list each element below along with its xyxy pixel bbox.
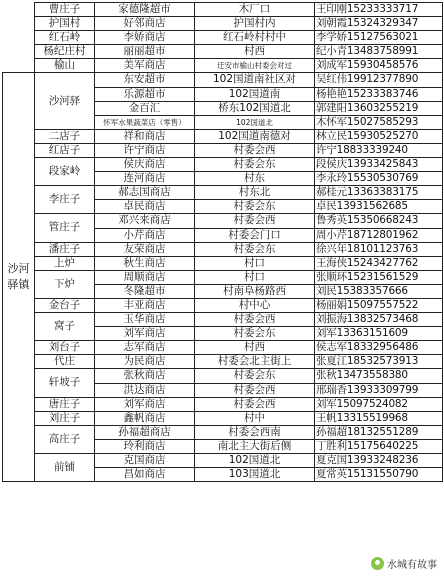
store-cell: 克国商店: [95, 454, 195, 468]
town-cell: [3, 3, 35, 73]
village-cell: 杨纪庄村: [35, 45, 95, 59]
village-cell: 护国村: [35, 17, 95, 31]
contact-cell: 鲁秀英15350668243: [315, 214, 443, 228]
location-cell: 102国道北: [195, 115, 315, 129]
store-cell: 刘军商店: [95, 327, 195, 341]
location-cell: 村东北: [195, 186, 315, 200]
store-directory-table: [2, 2, 443, 482]
contact-cell: 郭建阳13603255219: [315, 101, 443, 115]
contact-cell: 夏常英15131550790: [315, 468, 443, 482]
location-cell: 南北主大街后侧: [195, 439, 315, 453]
store-cell: 丽丽超市: [95, 45, 195, 59]
store-cell: 乐源超市: [95, 87, 195, 101]
location-cell: 村口: [195, 256, 315, 270]
location-cell: 102国道南德对: [195, 129, 315, 143]
store-cell: 李娇商店: [95, 31, 195, 45]
location-cell: 村委会西: [195, 383, 315, 397]
table-row: [3, 454, 443, 468]
village-cell: 曹庄子: [35, 3, 95, 17]
contact-cell: 刘军15097524082: [315, 397, 443, 411]
table-row: [3, 298, 443, 312]
store-cell: 卓民商店: [95, 200, 195, 214]
table-row: [3, 355, 443, 369]
location-cell: 村东: [195, 172, 315, 186]
location-cell: 村西: [195, 45, 315, 59]
village-cell: 刘庄子: [35, 411, 95, 425]
location-cell: 村委会东: [195, 242, 315, 256]
location-cell: 木厂口: [195, 3, 315, 17]
store-cell: 邓兴来商店: [95, 214, 195, 228]
contact-cell: 杨丽娟15097557522: [315, 298, 443, 312]
village-cell: 金台子: [35, 298, 95, 312]
village-cell: 红石岭: [35, 31, 95, 45]
location-cell: 村委会东: [195, 369, 315, 383]
location-cell: 村西: [195, 341, 315, 355]
store-cell: 昌如商店: [95, 468, 195, 482]
table-row: [3, 313, 443, 327]
village-cell: 刘台子: [35, 341, 95, 355]
store-cell: 连河商店: [95, 172, 195, 186]
contact-cell: 纪小青13483758991: [315, 45, 443, 59]
location-cell: 102国道南社区对: [195, 73, 315, 87]
store-cell: 好邻商店: [95, 17, 195, 31]
location-cell: 村委会东: [195, 200, 315, 214]
table-row: [3, 270, 443, 284]
village-cell: 红店子: [35, 143, 95, 157]
wechat-logo-icon: [371, 557, 384, 570]
location-cell: 村委会门口: [195, 228, 315, 242]
location-cell: 102国道南: [195, 87, 315, 101]
village-cell: 唐庄子: [35, 397, 95, 411]
table-row: [3, 186, 443, 200]
location-cell: 村中: [195, 411, 315, 425]
contact-cell: 刘朝霞15324329347: [315, 17, 443, 31]
store-cell: 友荣商店: [95, 242, 195, 256]
store-cell: 张秋商店: [95, 369, 195, 383]
location-cell: 村委会西: [195, 397, 315, 411]
contact-cell: 刘成军15930458576: [315, 59, 443, 73]
contact-cell: 夏克国13933248236: [315, 454, 443, 468]
location-cell: 村委会北主街上: [195, 355, 315, 369]
location-cell: 村委会西南: [195, 425, 315, 439]
location-cell: 村中心: [195, 298, 315, 312]
store-cell: 为民商店: [95, 355, 195, 369]
village-cell: 沙河驿: [35, 73, 95, 129]
village-cell: 代庄: [35, 355, 95, 369]
table-row: [3, 73, 443, 87]
location-cell: 村南阜杨路西: [195, 284, 315, 298]
contact-cell: 王海侠15243427762: [315, 256, 443, 270]
contact-cell: 杨艳艳15233383746: [315, 87, 443, 101]
table-row: [3, 129, 443, 143]
location-cell: 村委会西: [195, 214, 315, 228]
store-cell: 刘军商店: [95, 397, 195, 411]
store-cell: 志军商店: [95, 341, 195, 355]
village-cell: 榆山: [35, 59, 95, 73]
village-cell: 轩坡子: [35, 369, 95, 397]
table-row: [3, 341, 443, 355]
store-cell: 许宁商店: [95, 143, 195, 157]
contact-cell: 郝桂元13363383175: [315, 186, 443, 200]
store-cell: 怀军水果蔬菜店（零售）: [95, 115, 195, 129]
contact-cell: 木怀军15027585293: [315, 115, 443, 129]
village-cell: 李庄子: [35, 186, 95, 214]
contact-cell: 孙福超18132551289: [315, 425, 443, 439]
contact-cell: 丁胜利15175640225: [315, 439, 443, 453]
contact-cell: 徐兴年18101123763: [315, 242, 443, 256]
table-row: [3, 31, 443, 45]
location-cell: 桥东102国道北: [195, 101, 315, 115]
contact-cell: 刘振海13832573468: [315, 313, 443, 327]
contact-cell: 林立民15930525270: [315, 129, 443, 143]
contact-cell: 侯志军18332956486: [315, 341, 443, 355]
contact-cell: 王帆13315519968: [315, 411, 443, 425]
village-cell: 高庄子: [35, 425, 95, 453]
watermark-text: 水城有故事: [387, 560, 437, 571]
contact-cell: 许宁18833339240: [315, 143, 443, 157]
store-cell: 侯庆商店: [95, 158, 195, 172]
store-cell: 周顺商店: [95, 270, 195, 284]
contact-cell: 吴红伟19912377890: [315, 73, 443, 87]
village-cell: 潘庄子: [35, 242, 95, 256]
store-cell: 金百汇: [95, 101, 195, 115]
table-row: [3, 425, 443, 439]
location-cell: 村委会东: [195, 158, 315, 172]
village-cell: 二店子: [35, 129, 95, 143]
location-cell: 村委会西: [195, 313, 315, 327]
location-cell: 红石岭村村中: [195, 31, 315, 45]
store-cell: 东安超市: [95, 73, 195, 87]
table-row: [3, 242, 443, 256]
contact-cell: 王印刚15233333717: [315, 3, 443, 17]
watermark: [368, 555, 440, 572]
location-cell: 迁安市榆山村委会对过: [195, 59, 315, 73]
table-row: [3, 158, 443, 172]
contact-cell: 张秋13473558380: [315, 369, 443, 383]
store-cell: 洪达商店: [95, 383, 195, 397]
table-row: [3, 3, 443, 17]
store-cell: 玲利商店: [95, 439, 195, 453]
table-row: [3, 143, 443, 157]
contact-cell: 刘民15383357666: [315, 284, 443, 298]
contact-cell: 刘军13363151609: [315, 327, 443, 341]
location-cell: 村口: [195, 270, 315, 284]
table-row: [3, 17, 443, 31]
contact-cell: 卓民13931562685: [315, 200, 443, 214]
village-cell: 下炉: [35, 270, 95, 298]
contact-cell: 周小芹18712801962: [315, 228, 443, 242]
store-cell: 郝志国商店: [95, 186, 195, 200]
store-cell: 祥和商店: [95, 129, 195, 143]
location-cell: 103国道北: [195, 468, 315, 482]
town-cell: 沙河驿镇: [3, 73, 35, 482]
store-cell: 家德隆超市: [95, 3, 195, 17]
table-row: [3, 59, 443, 73]
village-cell: 前铺: [35, 454, 95, 482]
contact-cell: 李永玲15530530769: [315, 172, 443, 186]
village-cell: 段家岭: [35, 158, 95, 186]
contact-cell: 李学娇15127563021: [315, 31, 443, 45]
store-cell: 鑫帆商店: [95, 411, 195, 425]
store-cell: 小芹商店: [95, 228, 195, 242]
location-cell: 村委会东: [195, 327, 315, 341]
store-cell: 冬隆超市: [95, 284, 195, 298]
contact-cell: 段侯庆13933425843: [315, 158, 443, 172]
village-cell: 管庄子: [35, 214, 95, 242]
table-row: [3, 214, 443, 228]
village-cell: 上炉: [35, 256, 95, 270]
contact-cell: 张顺环15231561529: [315, 270, 443, 284]
location-cell: 102国道北: [195, 454, 315, 468]
location-cell: 村委会西: [195, 143, 315, 157]
table-row: [3, 256, 443, 270]
table-row: [3, 45, 443, 59]
contact-cell: 邢瑞香13933309799: [315, 383, 443, 397]
village-cell: 窝子: [35, 313, 95, 341]
table-row: [3, 411, 443, 425]
store-cell: 美军商店: [95, 59, 195, 73]
contact-cell: 张夏江18532573913: [315, 355, 443, 369]
store-cell: 秋生商店: [95, 256, 195, 270]
store-cell: 丰亚商店: [95, 298, 195, 312]
location-cell: 护国村内: [195, 17, 315, 31]
table-row: [3, 397, 443, 411]
store-cell: 玉华商店: [95, 313, 195, 327]
store-cell: 孙福超商店: [95, 425, 195, 439]
table-row: [3, 369, 443, 383]
